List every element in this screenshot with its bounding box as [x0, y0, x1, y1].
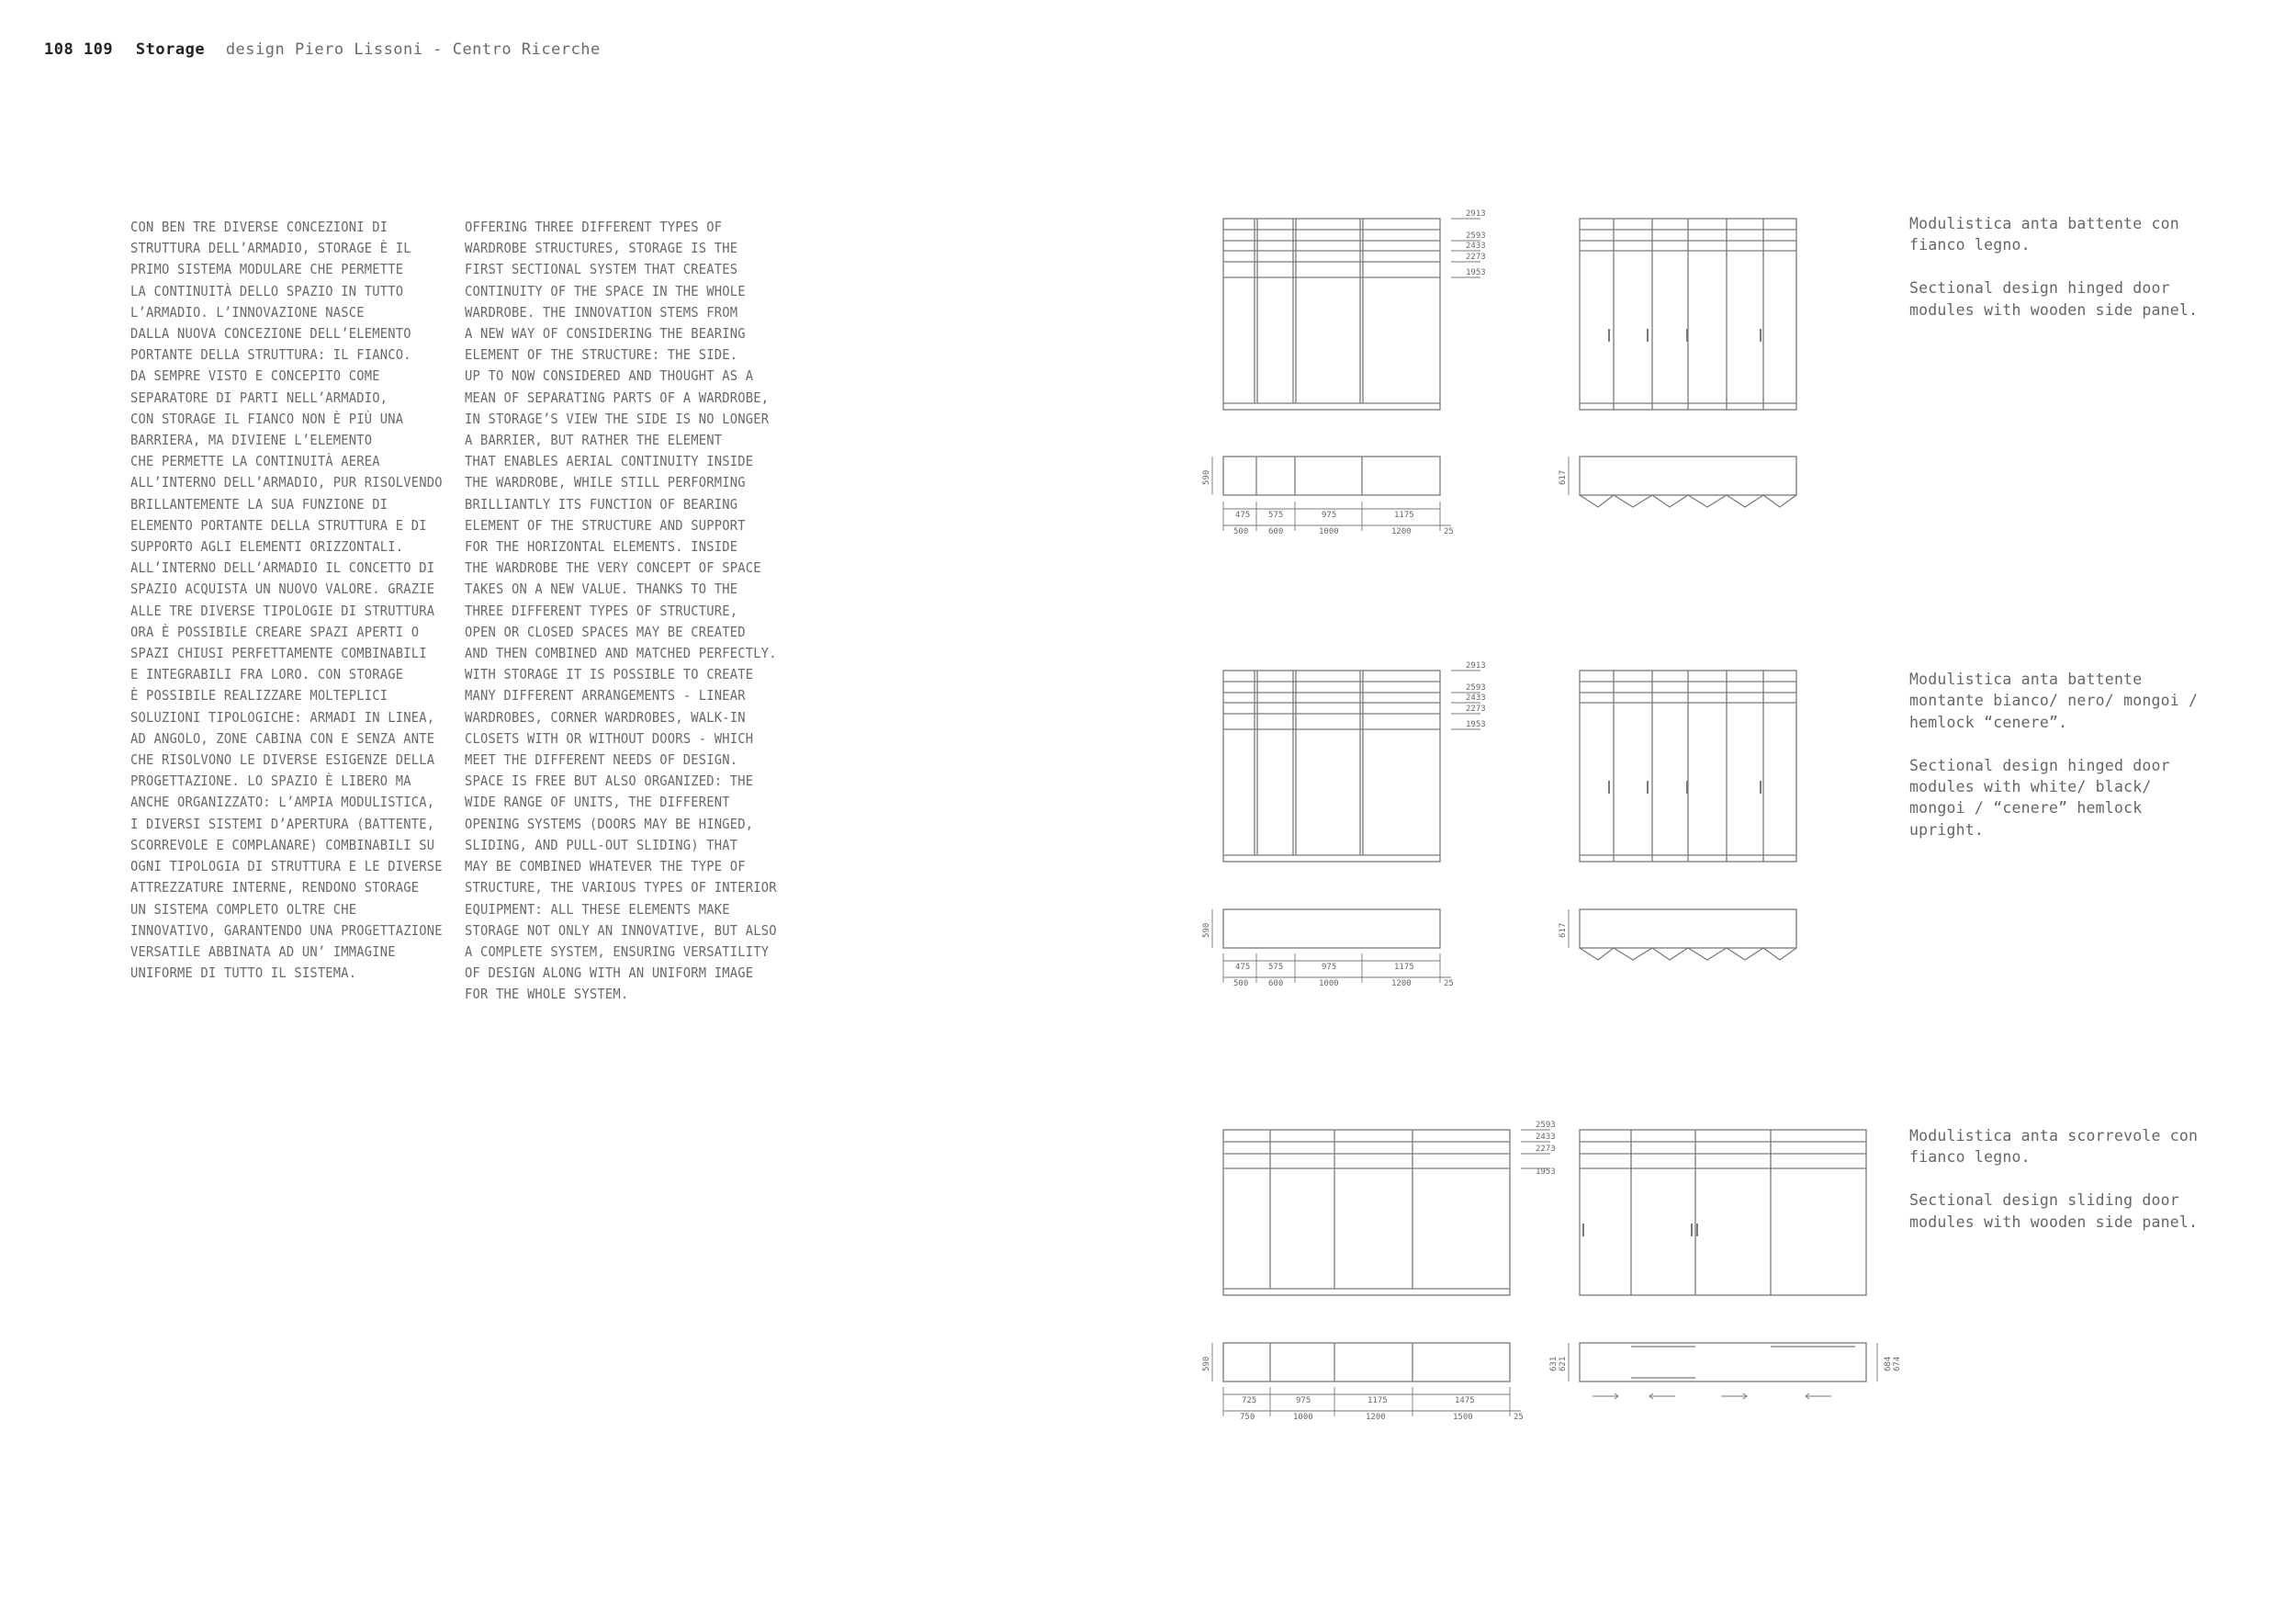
dim-width: 1200: [1366, 1413, 1386, 1422]
italian-text-column: CON BEN TRE DIVERSE CONCEZIONI DI STRUTTURA DELL’ARMADIO, STORAGE È IL PRIMO SISTEMA MODULARE CHE PERMETTE LA CONTINUITÀ DELLO SPAZIO IN TUTTO L’ARMADIO. L’INNOVAZIONE NASCE DALLA NUOVA CONCEZIONE DELL’ELEMENTO PORTANTE DELLA STRUTTURA: IL FIANCO. DA SEMPRE VISTO E CONCEPITO COME SEPARATORE DI PARTI NELL’ARMADIO, CON STORAGE IL FIANCO NON È PIÙ UNA BARRIERA, MA DIVIENE L’ELEMENTO CHE PERMETTE LA CONTINUITÀ AEREA ALL’INTERNO DELL’ARMADIO, PUR RISOLVENDO BRILLANTEMENTE LA SUA FUNZIONE DI ELEMENTO PORTANTE DELLA STRUTTURA E DI SUPPORTO AGLI ELEMENTI ORIZZONTALI. ALL’INTERNO DELL’ARMADIO IL CONCETTO DI SPAZIO ACQUISTA UN NUOVO VALORE. GRAZIE ALLE TRE DIVERSE TIPOLOGIE DI STRUTTURA ORA È POSSIBILE CREARE SPAZI APERTI O SPAZI CHIUSI PERFETTAMENTE COMBINABILI E INTEGRABILI FRA LORO. CON STORAGE È POSSIBILE REALIZZARE MOLTEPLICI SOLUZIONI TIPOLOGICHE: ARMADI IN LINEA, AD ANGOLO, ZONE CABINA CON E SENZA ANTE CHE RISOLVONO LE DIVERSE ESIGENZE DELLA PROGETTAZIONE. LO SPAZIO È LIBERO MA ANCHE ORGANIZZATO: L’AMPIA MODULISTICA, I DIVERSI SISTEMI D’APERTURA (BATTENTE, SCORREVOLE E COMPLANARE) COMBINABILI SU OGNI TIPOLOGIA DI STRUTTURA E LE DIVERSE ATTREZZATURE INTERNE, RENDONO STORAGE UN SISTEMA COMPLETO OLTRE CHE INNOVATIVO, GARANTENDO UNA PROGETTAZIONE VERSATILE ABBINATA AD UN’ IMMAGINE UNIFORME DI TUTTO IL SISTEMA.: [130, 219, 443, 982]
caption-hinged-upright: Modulistica anta battente montante bianco/ nero/ mongoi / hemlock “cenere”. Sectional design hinged door modules with white/ black/ mongoi / “cenere” hemlock upright.: [1909, 671, 2199, 839]
row2-plan-open: [1212, 909, 1451, 983]
dim-side-panel: 25: [1444, 527, 1454, 536]
dim-width: 975: [1322, 511, 1337, 520]
dim-width: 975: [1322, 963, 1337, 972]
dim-width: 575: [1268, 963, 1284, 972]
row1-plan-hinged: [1569, 457, 1796, 507]
dim-width: 1200: [1391, 979, 1412, 988]
dim-depth: 590: [1202, 469, 1211, 485]
dim-width: 500: [1233, 527, 1249, 536]
row2-plan-hinged: [1569, 909, 1796, 960]
dim-height: 2273: [1466, 253, 1486, 262]
row1-front-hinged-elevation: [1580, 219, 1796, 410]
dim-height: 2433: [1536, 1133, 1556, 1142]
dim-depth: 684: [1884, 1356, 1893, 1371]
dim-width: 600: [1268, 979, 1284, 988]
dim-height: 1953: [1466, 720, 1486, 729]
dim-depth: 674: [1893, 1356, 1902, 1371]
dim-width: 475: [1235, 511, 1251, 520]
dim-depth: 590: [1202, 922, 1211, 938]
dim-side-panel: 25: [1514, 1413, 1524, 1422]
designer-credit: design Piero Lissoni - Centro Ricerche: [225, 40, 601, 59]
dim-width: 1000: [1319, 527, 1339, 536]
dim-height: 2593: [1466, 683, 1486, 693]
dim-width: 1000: [1293, 1413, 1313, 1422]
dim-width: 500: [1233, 979, 1249, 988]
dim-width: 475: [1235, 963, 1251, 972]
row3-plan-sliding: [1569, 1343, 1877, 1399]
page-numbers: 108 109: [44, 40, 114, 59]
dim-width: 1475: [1455, 1396, 1475, 1405]
dim-height: 2913: [1466, 661, 1486, 671]
dim-height: 2913: [1466, 209, 1486, 219]
dim-height: 2273: [1466, 705, 1486, 714]
dim-depth: 617: [1559, 922, 1568, 938]
dim-width: 1200: [1391, 527, 1412, 536]
dim-depth: 631: [1549, 1356, 1559, 1371]
dim-depth: 617: [1559, 469, 1568, 485]
dim-width: 600: [1268, 527, 1284, 536]
dim-width: 575: [1268, 511, 1284, 520]
section-title: Storage: [135, 40, 206, 59]
dim-height: 2433: [1466, 242, 1486, 251]
dim-height: 1953: [1536, 1167, 1556, 1177]
row1-front-open-elevation: [1223, 219, 1480, 410]
row3-front-open-elevation: [1223, 1130, 1550, 1295]
caption-sliding-wooden: Modulistica anta scorrevole con fianco legno. Sectional design sliding door modules with wooden side panel.: [1909, 1127, 2199, 1231]
dim-width: 1175: [1367, 1396, 1388, 1405]
dim-height: 1953: [1466, 268, 1486, 277]
row3-plan-open: [1212, 1343, 1521, 1416]
dim-width: 975: [1296, 1396, 1311, 1405]
dim-width: 1175: [1394, 511, 1414, 520]
dim-height: 2273: [1536, 1145, 1556, 1154]
dim-depth: 621: [1559, 1356, 1568, 1371]
dim-depth: 590: [1202, 1356, 1211, 1371]
dim-width: 725: [1242, 1396, 1257, 1405]
row2-front-open-elevation: [1223, 671, 1480, 862]
dim-height: 2593: [1466, 231, 1486, 241]
dim-height: 2433: [1466, 694, 1486, 703]
dim-width: 750: [1240, 1413, 1255, 1422]
dim-width: 1000: [1319, 979, 1339, 988]
caption-hinged-wooden: Modulistica anta battente con fianco legno. Sectional design hinged door modules with wooden side panel.: [1909, 215, 2199, 319]
dim-width: 1175: [1394, 963, 1414, 972]
english-text-column: OFFERING THREE DIFFERENT TYPES OF WARDROBE STRUCTURES, STORAGE IS THE FIRST SECTIONAL SYSTEM THAT CREATES CONTINUITY OF THE SPACE IN THE WHOLE WARDROBE. THE INNOVATION STEMS FROM A NEW WAY OF CONSIDERING THE BEARING ELEMENT OF THE STRUCTURE: THE SIDE. UP TO NOW CONSIDERED AND THOUGHT AS A MEAN OF SEPARATING PARTS OF A WARDROBE, IN STORAGE’S VIEW THE SIDE IS NO LONGER A BARRIER, BUT RATHER THE ELEMENT THAT ENABLES AERIAL CONTINUITY INSIDE THE WARDROBE, WHILE STILL PERFORMING BRILLIANTLY ITS FUNCTION OF BEARING ELEMENT OF THE STRUCTURE AND SUPPORT FOR THE HORIZONTAL ELEMENTS. INSIDE THE WARDROBE THE VERY CONCEPT OF SPACE TAKES ON A NEW VALUE. THANKS TO THE THREE DIFFERENT TYPES OF STRUCTURE, OPEN OR CLOSED SPACES MAY BE CREATED AND THEN COMBINED AND MATCHED PERFECTLY. WITH STORAGE IT IS POSSIBLE TO CREATE MANY DIFFERENT ARRANGEMENTS - LINEAR WARDROBES, CORNER WARDROBES, WALK-IN CLOSETS WITH OR WITHOUT DOORS - WHICH MEET THE DIFFERENT NEEDS OF DESIGN. SPACE IS FREE BUT ALSO ORGANIZED: THE WIDE RANGE OF UNITS, THE DIFFERENT OPENING SYSTEMS (DOORS MAY BE HINGED, SLIDING, AND PULL-OUT SLIDING) THAT MAY BE COMBINED WHATEVER THE TYPE OF STRUCTURE, THE VARIOUS TYPES OF INTERIOR EQUIPMENT: ALL THESE ELEMENTS MAKE STORAGE NOT ONLY AN INNOVATIVE, BUT ALSO A COMPLETE SYSTEM, ENSURING VERSATILITY OF DESIGN ALONG WITH AN UNIFORM IMAGE FOR THE WHOLE SYSTEM.: [465, 219, 777, 1003]
row3-front-sliding-elevation: [1580, 1130, 1866, 1295]
row2-front-hinged-elevation: [1580, 671, 1796, 862]
dim-side-panel: 25: [1444, 979, 1454, 988]
dim-height: 2593: [1536, 1121, 1556, 1130]
dim-width: 1500: [1453, 1413, 1473, 1422]
